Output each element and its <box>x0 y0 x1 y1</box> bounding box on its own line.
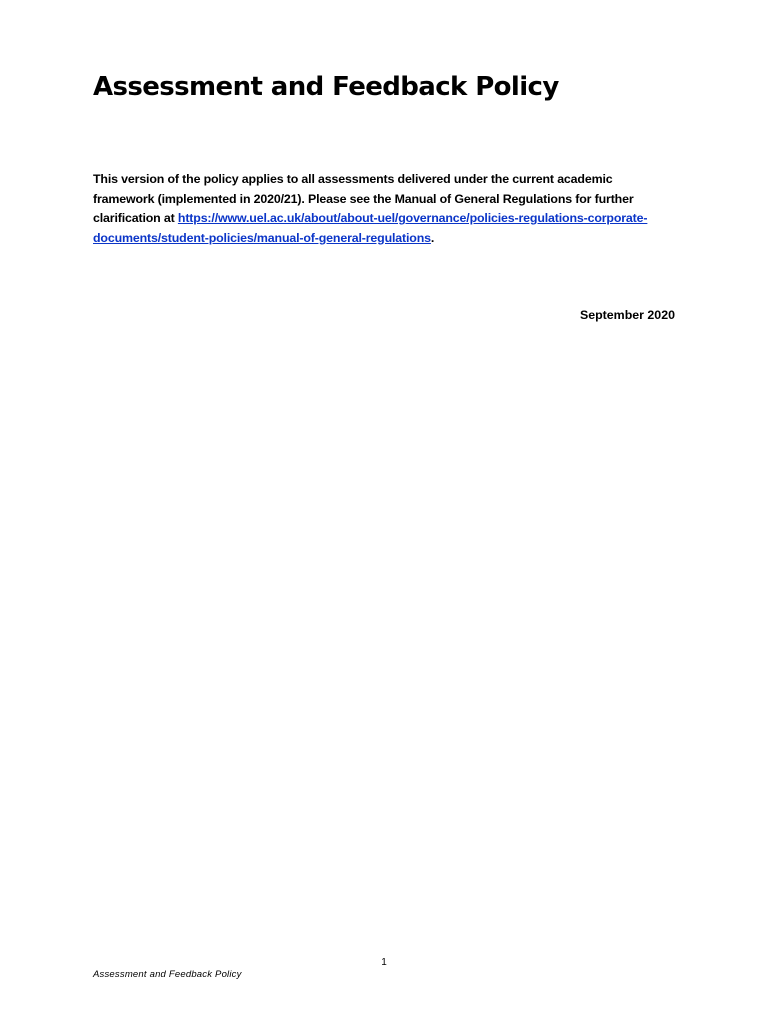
intro-line-1: This version of the policy applies to all assessments delivered under the current academic <box>93 172 613 186</box>
intro-line-3 <box>93 209 683 229</box>
intro-line-3-prefix: clarification at <box>93 211 178 225</box>
intro-line-2: framework (implemented in 2020/21). Please see the Manual of General Regulations for further <box>93 191 634 206</box>
page-number: 1 <box>381 957 387 968</box>
intro-paragraph <box>93 170 683 248</box>
regulations-link-part-2[interactable]: documents/student-policies/manual-of-general-regulations <box>93 230 431 245</box>
intro-suffix: . <box>430 230 435 245</box>
footer-title: Assessment and Feedback Policy <box>93 969 242 980</box>
regulations-link-part-1[interactable]: https://www.uel.ac.uk/about/about-uel/governance/policies-regulations-corporate- <box>177 211 648 225</box>
document-date: September 2020 <box>579 308 675 322</box>
intro-line-4 <box>93 229 683 249</box>
document-title: Assessment and Feedback Policy <box>93 72 559 102</box>
